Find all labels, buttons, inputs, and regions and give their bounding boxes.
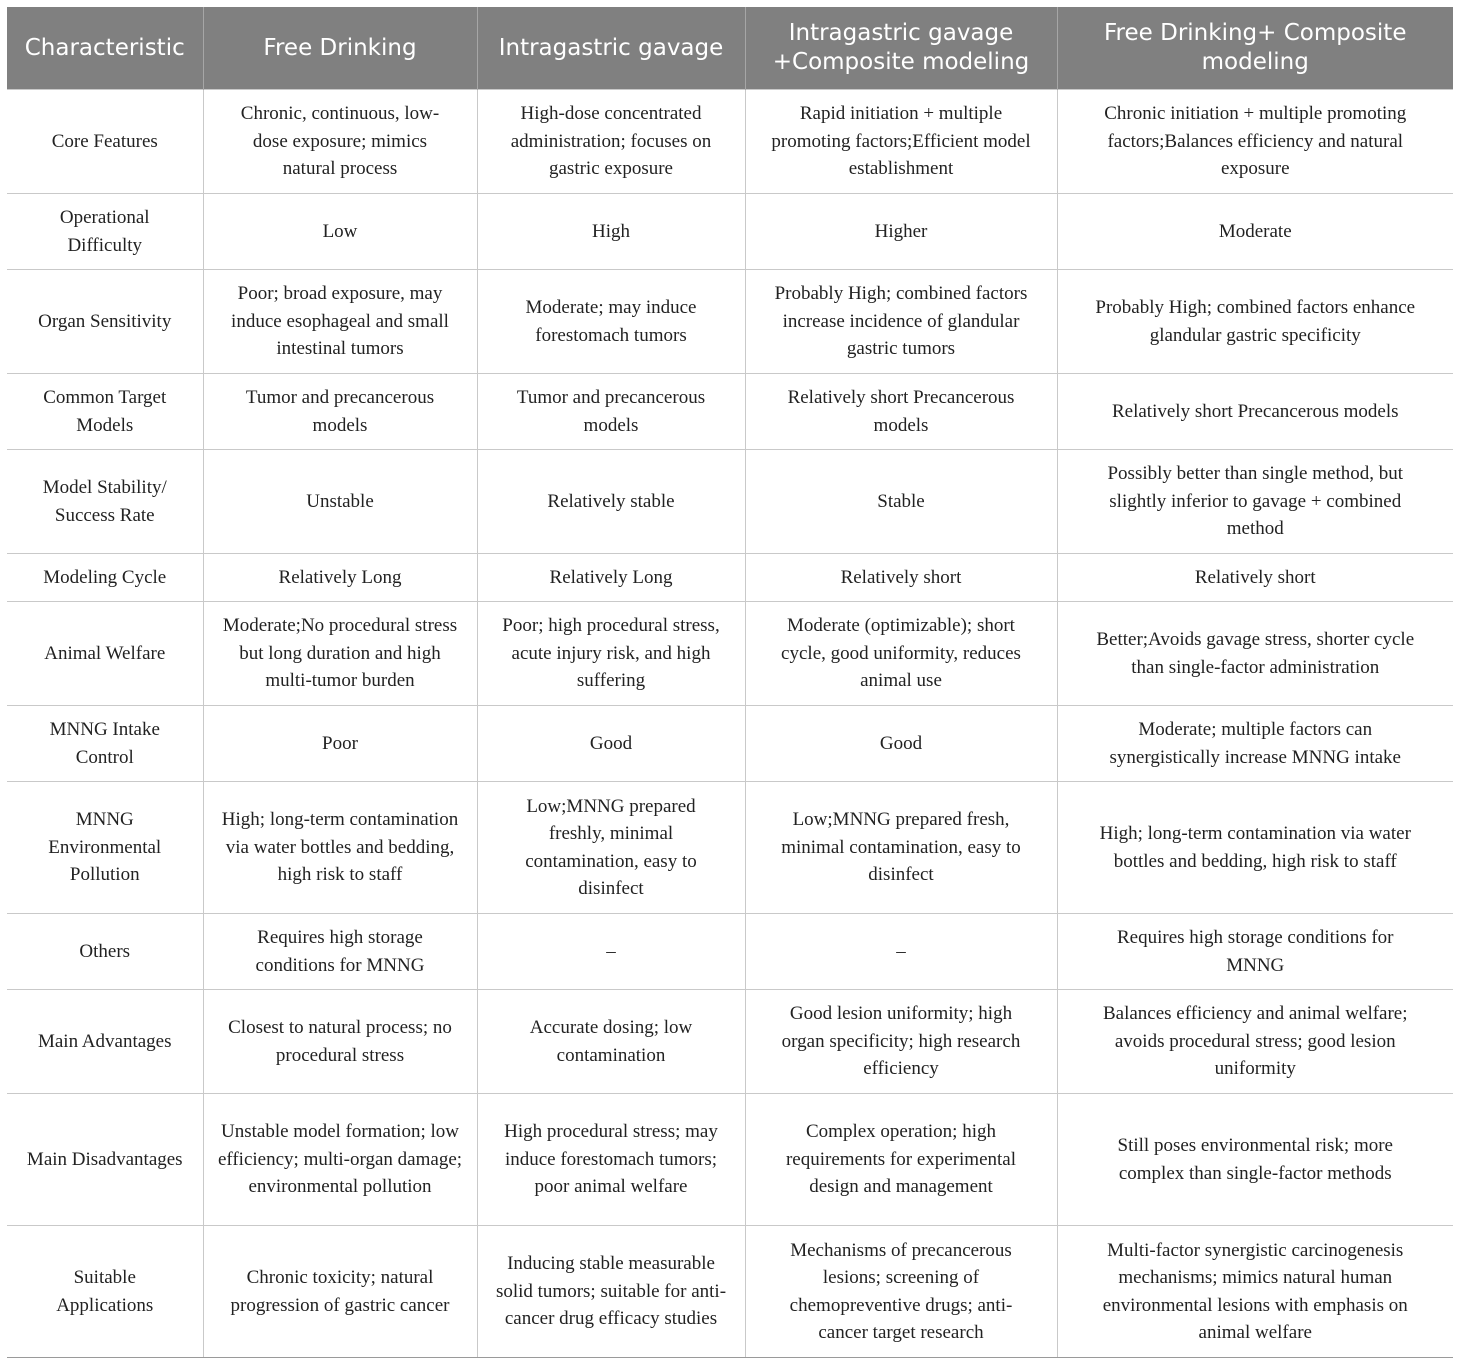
header-free-drinking-composite: Free Drinking+ Composite modeling [1057, 7, 1453, 90]
row-label: Main Disadvantages [7, 1094, 203, 1226]
comparison-table-container [7, 7, 1453, 1358]
table-cell: Multi-factor synergistic carcinogenesis mechanisms; mimics natural human environmental lesions with emphasis on animal welfare [1057, 1226, 1453, 1358]
table-cell: Tumor and precancerous models [477, 374, 745, 450]
header-gavage-composite: Intragastric gavage +Composite modeling [745, 7, 1057, 90]
row-label: Suitable Applications [7, 1226, 203, 1358]
table-cell: Low;MNNG prepared fresh, minimal contamination, easy to disinfect [745, 782, 1057, 914]
row-label: Main Advantages [7, 990, 203, 1094]
table-cell: Relatively short [745, 554, 1057, 602]
table-cell: Chronic initiation + multiple promoting factors;Balances efficiency and natural exposure [1057, 90, 1453, 194]
table-cell: Moderate; multiple factors can synergistically increase MNNG intake [1057, 706, 1453, 782]
row-label: Animal Welfare [7, 602, 203, 706]
table-row [7, 194, 1453, 270]
header-intragastric-gavage: Intragastric gavage [477, 7, 745, 90]
table-cell: Rapid initiation + multiple promoting factors;Efficient model establishment [745, 90, 1057, 194]
table-cell: High-dose concentrated administration; focuses on gastric exposure [477, 90, 745, 194]
table-cell: Still poses environmental risk; more complex than single-factor methods [1057, 1094, 1453, 1226]
table-cell: Good [745, 706, 1057, 782]
table-cell: Relatively stable [477, 450, 745, 554]
table-row [7, 90, 1453, 194]
table-cell: Good lesion uniformity; high organ specificity; high research efficiency [745, 990, 1057, 1094]
table-row [7, 1226, 1453, 1358]
table-row [7, 270, 1453, 374]
row-label: Operational Difficulty [7, 194, 203, 270]
table-cell: Relatively short Precancerous models [745, 374, 1057, 450]
table-cell: High procedural stress; may induce forestomach tumors; poor animal welfare [477, 1094, 745, 1226]
table-cell: Poor [203, 706, 477, 782]
row-label: Modeling Cycle [7, 554, 203, 602]
row-label: Core Features [7, 90, 203, 194]
table-cell: Tumor and precancerous models [203, 374, 477, 450]
table-row [7, 914, 1453, 990]
table-header-row [7, 7, 1453, 90]
row-label: Others [7, 914, 203, 990]
table-cell: Good [477, 706, 745, 782]
row-label: MNNG Environmental Pollution [7, 782, 203, 914]
table-row [7, 450, 1453, 554]
table-cell: Moderate (optimizable); short cycle, good uniformity, reduces animal use [745, 602, 1057, 706]
table-cell: Requires high storage conditions for MNNG [203, 914, 477, 990]
table-cell: Relatively Long [203, 554, 477, 602]
table-cell: Relatively Long [477, 554, 745, 602]
table-cell: Unstable model formation; low efficiency; multi-organ damage; environmental pollution [203, 1094, 477, 1226]
table-cell: Low [203, 194, 477, 270]
table-cell: Mechanisms of precancerous lesions; screening of chemopreventive drugs; anti-cancer target research [745, 1226, 1057, 1358]
table-cell: Moderate [1057, 194, 1453, 270]
table-cell: Poor; broad exposure, may induce esophageal and small intestinal tumors [203, 270, 477, 374]
table-cell: Moderate;No procedural stress but long duration and high multi-tumor burden [203, 602, 477, 706]
table-cell: – [477, 914, 745, 990]
table-cell: Probably High; combined factors increase incidence of glandular gastric tumors [745, 270, 1057, 374]
row-label: MNNG Intake Control [7, 706, 203, 782]
row-label: Organ Sensitivity [7, 270, 203, 374]
table-cell: Closest to natural process; no procedural stress [203, 990, 477, 1094]
table-row [7, 554, 1453, 602]
table-cell: Inducing stable measurable solid tumors; suitable for anti-cancer drug efficacy studies [477, 1226, 745, 1358]
table-cell: High; long-term contamination via water bottles and bedding, high risk to staff [1057, 782, 1453, 914]
table-cell: Requires high storage conditions for MNNG [1057, 914, 1453, 990]
table-cell: Balances efficiency and animal welfare; avoids procedural stress; good lesion uniformity [1057, 990, 1453, 1094]
table-cell: Chronic toxicity; natural progression of gastric cancer [203, 1226, 477, 1358]
table-cell: Chronic, continuous, low-dose exposure; mimics natural process [203, 90, 477, 194]
header-characteristic: Characteristic [7, 7, 203, 90]
header-free-drinking: Free Drinking [203, 7, 477, 90]
table-cell: High [477, 194, 745, 270]
table-cell: – [745, 914, 1057, 990]
table-row [7, 374, 1453, 450]
table-cell: Stable [745, 450, 1057, 554]
table-cell: Poor; high procedural stress, acute injury risk, and high suffering [477, 602, 745, 706]
table-cell: Low;MNNG prepared freshly, minimal contamination, easy to disinfect [477, 782, 745, 914]
table-cell: Possibly better than single method, but slightly inferior to gavage + combined method [1057, 450, 1453, 554]
table-row [7, 1094, 1453, 1226]
table-cell: Higher [745, 194, 1057, 270]
table-cell: Moderate; may induce forestomach tumors [477, 270, 745, 374]
table-row [7, 990, 1453, 1094]
row-label: Common Target Models [7, 374, 203, 450]
table-cell: Accurate dosing; low contamination [477, 990, 745, 1094]
table-cell: Relatively short [1057, 554, 1453, 602]
table-row [7, 706, 1453, 782]
table-cell: Complex operation; high requirements for experimental design and management [745, 1094, 1057, 1226]
table-row [7, 602, 1453, 706]
table-cell: Probably High; combined factors enhance glandular gastric specificity [1057, 270, 1453, 374]
table-cell: Relatively short Precancerous models [1057, 374, 1453, 450]
row-label: Model Stability/ Success Rate [7, 450, 203, 554]
table-row [7, 782, 1453, 914]
comparison-table [7, 7, 1453, 1358]
table-cell: Better;Avoids gavage stress, shorter cycle than single-factor administration [1057, 602, 1453, 706]
table-cell: Unstable [203, 450, 477, 554]
table-cell: High; long-term contamination via water bottles and bedding, high risk to staff [203, 782, 477, 914]
